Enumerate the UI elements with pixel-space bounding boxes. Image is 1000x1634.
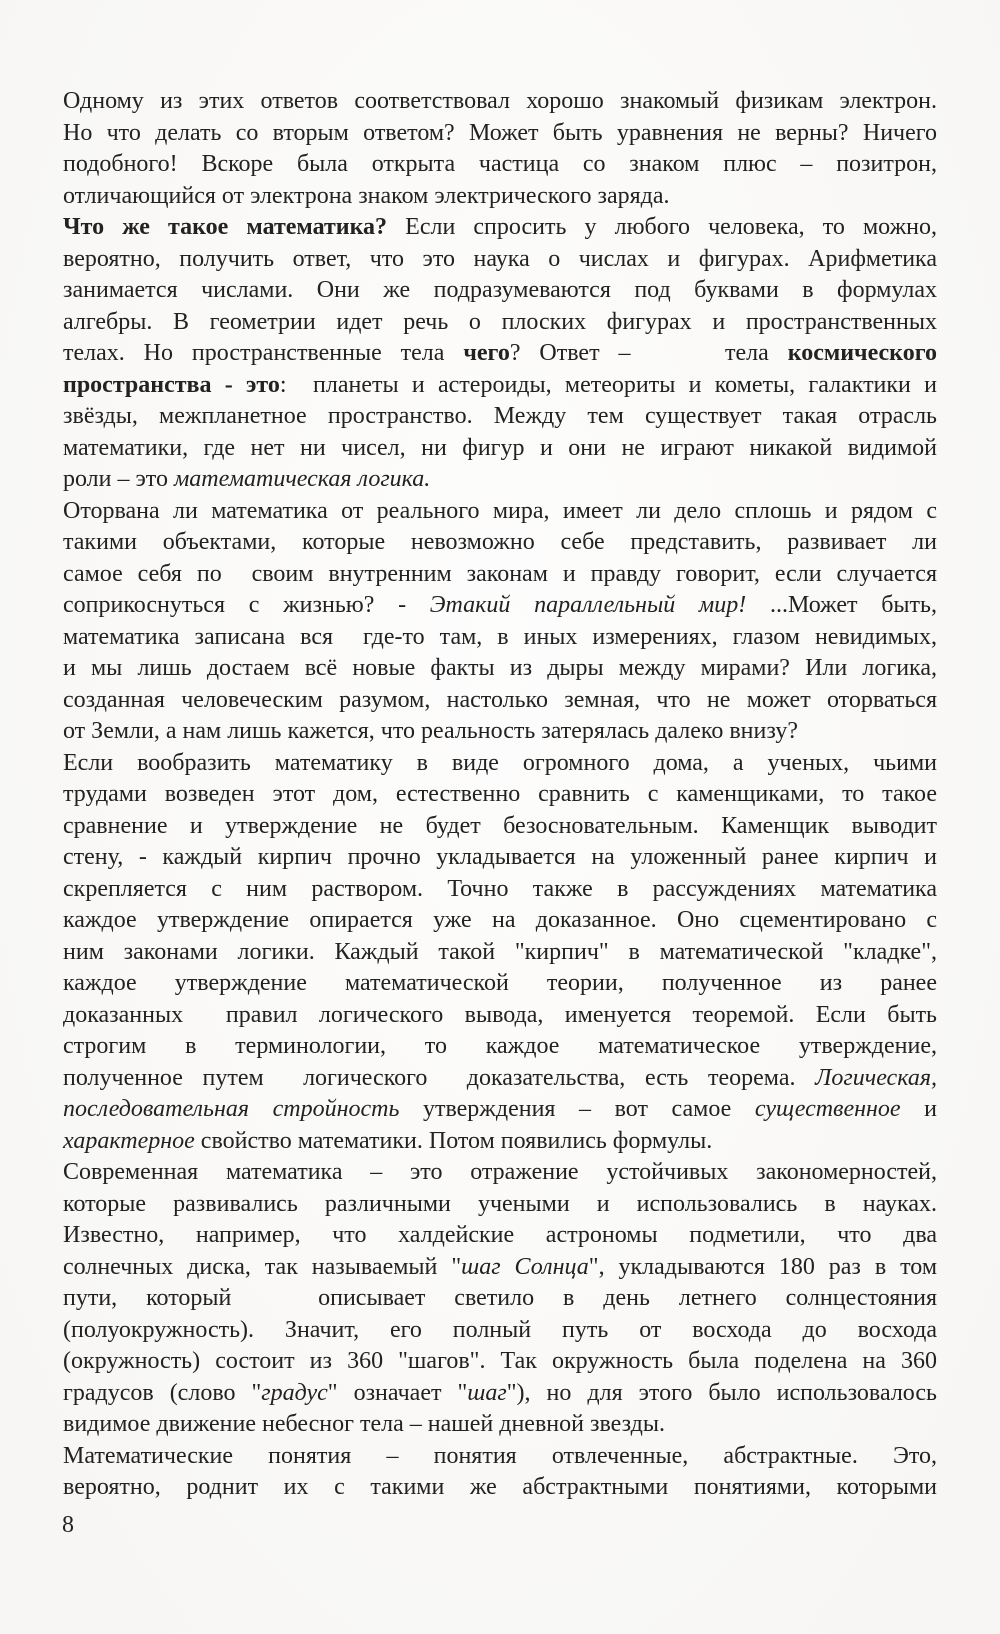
text-segment: и мы лишь достаем всё новые факты из дыры между мирами? Или логика, <box>63 655 937 681</box>
text-segment: свойство математики. Потом появились формулы. <box>194 1127 713 1154</box>
text-segment: роли – это <box>63 466 174 492</box>
text-segment: Современная математика – это отражение устойчивых закономерностей, <box>63 1159 937 1185</box>
text-segment: полученное путем логического доказательства, есть теорема. <box>63 1064 816 1091</box>
text-segment: Этакий параллельный мир! <box>429 592 747 618</box>
text-segment: математики, где нет ни чисел, ни фигур и они не играют никакой видимой <box>63 434 937 461</box>
text-line <box>63 1063 937 1095</box>
text-segment: Если вообразить математику в виде огромного дома, а ученых, чьими <box>63 749 937 776</box>
text-segment: созданная человеческим разумом, настолько земная, что не может оторваться <box>63 686 937 713</box>
text-segment: характерное <box>63 1127 195 1154</box>
text-line <box>63 244 937 276</box>
page-number: 8 <box>62 1512 74 1538</box>
text-line <box>63 874 937 906</box>
text-line <box>63 842 937 874</box>
text-line <box>63 1157 937 1189</box>
text-line <box>63 433 937 465</box>
text-line <box>63 1252 937 1284</box>
text-segment: Одному из этих ответов соответствовал хорошо знакомый физикам электрон. <box>63 88 937 114</box>
text-segment: последовательная стройность <box>63 1096 400 1122</box>
text-line <box>63 811 937 843</box>
text-line <box>63 1409 937 1441</box>
text-line <box>63 370 937 402</box>
text-segment: чего <box>463 340 510 366</box>
text-segment: математическая логика. <box>173 466 431 492</box>
text-line <box>63 1000 937 1032</box>
text-segment: такими объектами, которые невозможно себе представить, развивает ли <box>63 529 937 555</box>
page-text <box>63 86 937 1504</box>
text-line <box>63 338 937 370</box>
text-line <box>63 559 937 591</box>
text-segment: "), но для этого было использовалось <box>506 1379 937 1406</box>
text-line <box>63 1472 937 1504</box>
text-segment: звёзды, межпланетное пространство. Между тем существует такая отрасль <box>63 403 937 429</box>
text-segment: каждое утверждение опирается уже на доказанное. Оно сцементировано с <box>63 907 937 933</box>
text-segment: телах. Но пространственные тела <box>63 340 464 366</box>
text-segment: шаг Солнца <box>461 1253 589 1280</box>
text-segment: пространства - это <box>63 371 280 398</box>
text-segment: градус <box>261 1379 328 1406</box>
text-line <box>63 275 937 307</box>
text-segment: алгебры. В геометрии идет речь о плоских фигурах и пространственных <box>63 308 937 335</box>
text-segment: утверждения – вот самое <box>399 1096 755 1122</box>
text-segment: Что же такое математика? <box>63 214 388 240</box>
text-line <box>63 527 937 559</box>
text-segment: пути, который описывает светило в день летнего солнцестояния <box>63 1285 937 1311</box>
text-segment: градусов (слово " <box>63 1379 262 1406</box>
text-segment: стену, - каждый кирпич прочно укладывается на уложенный ранее кирпич и <box>63 844 937 870</box>
text-line <box>63 464 937 496</box>
text-segment: ? Ответ – тела <box>509 340 788 366</box>
text-segment: Логическая, <box>815 1064 937 1091</box>
text-segment: Известно, например, что халдейские астрономы подметили, что два <box>63 1222 937 1248</box>
text-segment: (окружность) состоит из 360 "шагов". Так окружность была поделена на 360 <box>63 1348 937 1374</box>
text-line <box>63 779 937 811</box>
text-segment: которые развивались различными учеными и использовались в науках. <box>63 1190 937 1217</box>
paragraph <box>63 748 937 1158</box>
text-line <box>63 653 937 685</box>
text-segment: и <box>900 1096 938 1122</box>
text-line <box>63 86 937 118</box>
text-segment: от Земли, а нам лишь кажется, что реальность затерялась далеко внизу? <box>63 718 798 744</box>
text-line <box>63 905 937 937</box>
text-segment: : планеты и астероиды, метеориты и кометы, галактики и <box>279 371 938 398</box>
text-segment: скрепляется с ним раствором. Точно также в рассуждениях математика <box>63 875 937 902</box>
text-segment: математика записана вся где-то там, в иных измерениях, глазом невидимых, <box>63 623 937 650</box>
paragraph <box>63 1157 937 1441</box>
text-segment: соприкоснуться с жизнью? - <box>63 592 430 618</box>
text-line <box>63 1189 937 1221</box>
text-line <box>63 118 937 150</box>
text-segment: сравнение и утверждение не будет безосновательным. Каменщик выводит <box>63 812 937 839</box>
text-line <box>63 968 937 1000</box>
text-segment: отличающийся от электрона знаком электрического заряда. <box>63 182 670 209</box>
text-line <box>63 685 937 717</box>
text-line <box>63 937 937 969</box>
text-segment: шаг <box>467 1379 507 1406</box>
text-segment: Если спросить у любого человека, то можно, <box>387 214 938 240</box>
text-line <box>63 181 937 213</box>
text-segment: занимается числами. Они же подразумеваются под буквами в формулах <box>63 277 937 303</box>
text-line <box>63 1126 937 1158</box>
text-line <box>63 1378 937 1410</box>
paragraph <box>63 496 937 748</box>
text-segment: ", укладываются 180 раз в том <box>588 1253 938 1280</box>
text-segment: самое себя по своим внутренним законам и правду говорит, если случается <box>63 560 937 587</box>
text-line <box>63 622 937 654</box>
text-line <box>63 1031 937 1063</box>
text-line <box>63 1283 937 1315</box>
text-segment: космического <box>787 340 937 366</box>
text-segment: солнечных диска, так называемый " <box>63 1253 462 1280</box>
text-segment: доказанных правил логического вывода, именуется теоремой. Если быть <box>63 1001 937 1028</box>
text-line <box>63 1441 937 1473</box>
paragraph <box>63 86 937 212</box>
text-segment: трудами возведен этот дом, естественно сравнить с каменщиками, то такое <box>63 781 937 807</box>
text-line <box>63 1094 937 1126</box>
paragraph <box>63 212 937 496</box>
text-line <box>63 1346 937 1378</box>
text-segment: существенное <box>754 1096 901 1122</box>
text-line <box>63 716 937 748</box>
text-line <box>63 307 937 339</box>
text-segment: подобного! Вскоре была открыта частица со знаком плюс – позитрон, <box>63 151 937 177</box>
text-segment: (полуокружность). Значит, его полный путь от восхода до восхода <box>63 1316 937 1343</box>
text-line <box>63 590 937 622</box>
text-line <box>63 401 937 433</box>
text-segment: строгим в терминологии, то каждое математическое утверждение, <box>63 1033 937 1059</box>
text-segment: Математические понятия – понятия отвлеченные, абстрактные. Это, <box>63 1442 937 1469</box>
text-segment: ним законами логики. Каждый такой "кирпич" в математической "кладке", <box>63 938 937 965</box>
text-line <box>63 1220 937 1252</box>
text-line <box>63 149 937 181</box>
text-segment: ...Может быть, <box>746 592 937 618</box>
text-segment: Но что делать со вторым ответом? Может быть уравнения не верны? Ничего <box>63 119 937 146</box>
text-line <box>63 496 937 528</box>
text-segment: вероятно, роднит их с такими же абстрактными понятиями, которыми <box>63 1474 937 1500</box>
text-line <box>63 212 937 244</box>
text-segment: Оторвана ли математика от реального мира, имеет ли дело сплошь и рядом с <box>63 497 937 524</box>
text-segment: " означает " <box>327 1379 468 1406</box>
text-segment: каждое утверждение математической теории, полученное из ранее <box>63 970 937 996</box>
text-segment: видимое движение небесног тела – нашей дневной звезды. <box>63 1411 665 1437</box>
text-line <box>63 748 937 780</box>
paragraph <box>63 1441 937 1504</box>
text-line <box>63 1315 937 1347</box>
text-segment: вероятно, получить ответ, что это наука о числах и фигурах. Арифметика <box>63 245 937 272</box>
